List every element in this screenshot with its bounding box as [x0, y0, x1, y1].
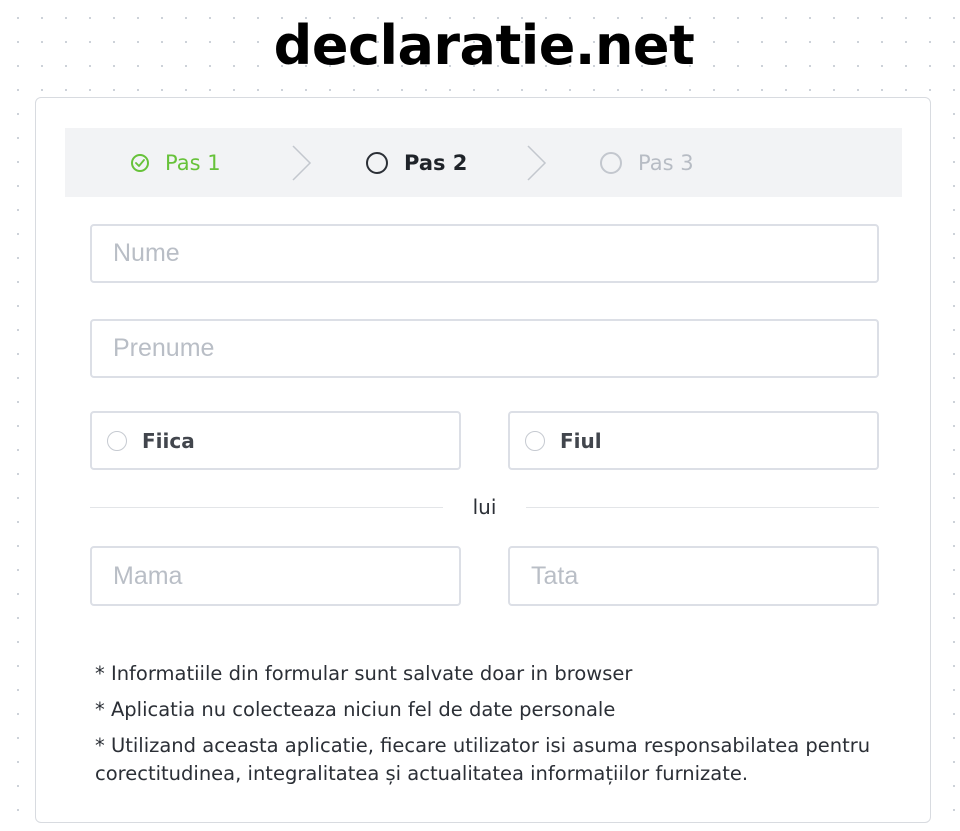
note-item: * Informatiile din formular sunt salvate doar in browser [95, 662, 633, 685]
step-1-label: Pas 1 [165, 150, 221, 175]
step-1[interactable] [131, 128, 221, 197]
chevron-right-icon [290, 144, 314, 182]
circle-icon [366, 152, 388, 174]
divider-line [526, 507, 879, 508]
radio-fiica[interactable] [90, 411, 461, 470]
chevron-right-icon [525, 144, 549, 182]
circle-icon [600, 152, 622, 174]
form-card [35, 97, 931, 823]
mama-input[interactable] [90, 546, 461, 606]
prenume-input[interactable] [90, 319, 879, 378]
radio-fiul-label: Fiul [560, 428, 602, 453]
site-title: declaratie.net [273, 14, 695, 77]
nume-input[interactable] [90, 224, 879, 283]
step-2[interactable] [366, 128, 467, 197]
note-item: * Aplicatia nu colecteaza niciun fel de date personale [95, 698, 616, 721]
divider-text: lui [472, 495, 497, 519]
tata-input[interactable] [508, 546, 879, 606]
radio-fiica-label: Fiica [142, 428, 195, 453]
step-3-label: Pas 3 [638, 150, 694, 175]
note-item: * Utilizand aceasta aplicatie, fiecare utilizator isi asuma responsabilatea pentru corectitudinea, integralitatea și actualitatea informațiilor furnizate. [95, 734, 871, 785]
notes [95, 660, 875, 796]
check-circle-icon [131, 154, 149, 172]
radio-fiul[interactable] [508, 411, 879, 470]
steps-bar [65, 128, 902, 197]
radio-circle-icon[interactable] [107, 431, 127, 451]
radio-circle-icon[interactable] [525, 431, 545, 451]
divider-line [90, 507, 443, 508]
step-2-label: Pas 2 [404, 150, 468, 175]
step-3[interactable] [600, 128, 694, 197]
